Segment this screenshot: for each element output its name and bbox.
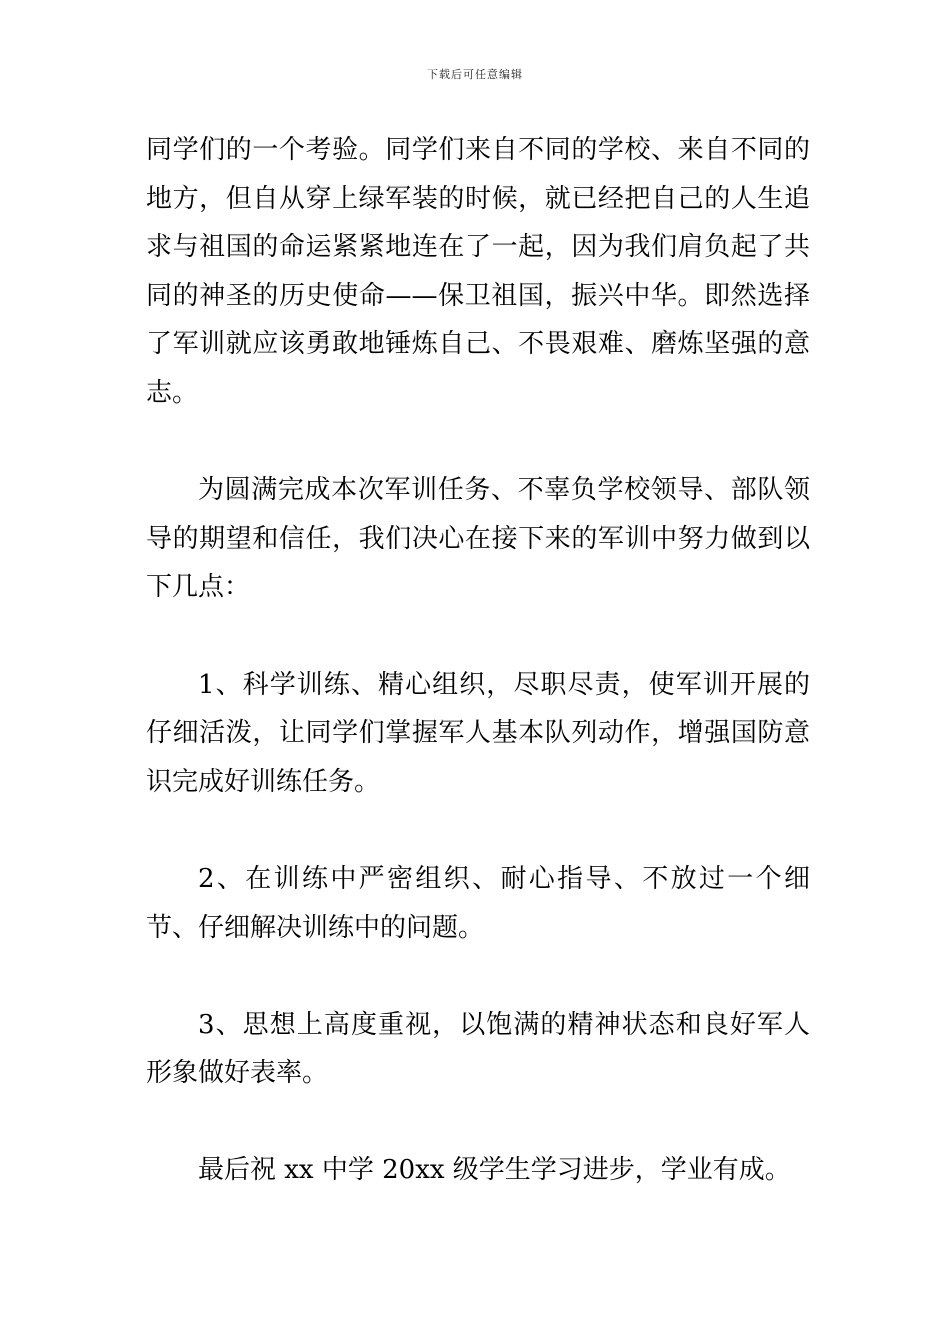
header-note: 下载后可任意编辑 <box>427 68 523 81</box>
paragraph-gap <box>146 806 810 855</box>
paragraph-point-1: 1、科学训练、精心组织，尽职尽责，使军训开展的仔细活泼，让同学们掌握军人基本队列动作，增强国防意识完成好训练任务。 <box>146 669 810 797</box>
paragraph-point-2: 2、在训练中严密组织、耐心指导、不放过一个细节、仔细解决训练中的问题。 <box>146 863 810 943</box>
paragraph-gap <box>146 952 810 1001</box>
paragraph-resolution: 为圆满完成本次军训任务、不辜负学校领导、部队领导的期望和信任，我们决心在接下来的军训中努力做到以下几点： <box>146 475 810 603</box>
paragraph-gap <box>146 1098 810 1147</box>
paragraph-gap <box>146 612 810 661</box>
paragraph-point-3: 3、思想上高度重视，以饱满的精神状态和良好军人形象做好表率。 <box>146 1009 810 1089</box>
document-body <box>146 126 810 1195</box>
paragraph-closing: 最后祝 xx 中学 20xx 级学生学习进步，学业有成。 <box>198 1155 791 1186</box>
paragraph-continuation: 同学们的一个考验。同学们来自不同的学校、来自不同的地方，但自从穿上绿军装的时候，就已经把自己的人生追求与祖国的命运紧紧地连在了一起，因为我们肩负起了共同的神圣的历史使命——保卫祖国，振兴中华。即然选择了军训就应该勇敢地锤炼自己、不畏艰难、磨炼坚强的意志。 <box>146 135 810 408</box>
paragraph-gap <box>146 418 810 467</box>
